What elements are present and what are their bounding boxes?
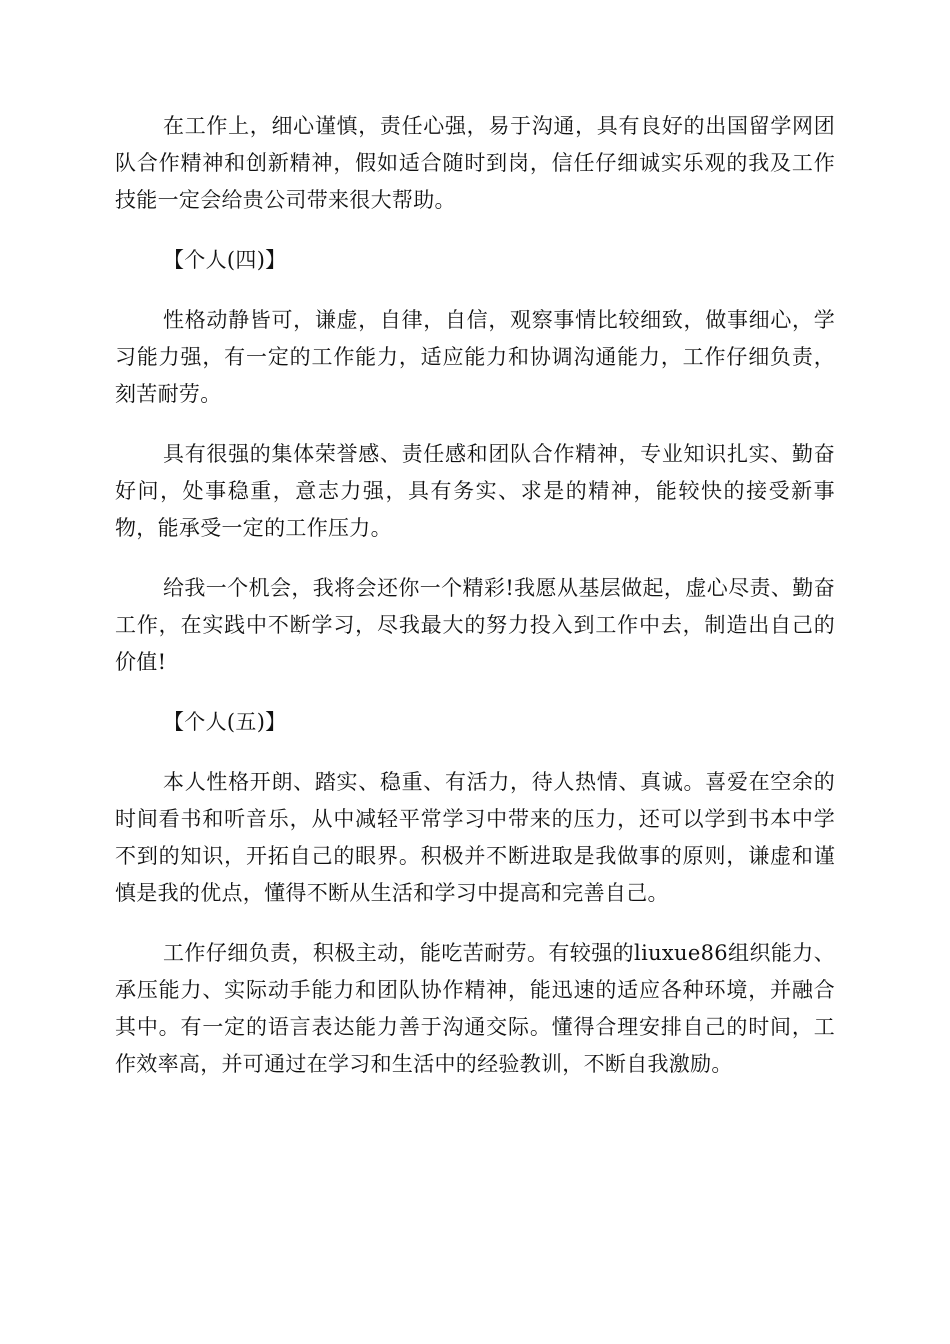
- paragraph-opportunity: 给我一个机会，我将会还你一个精彩!我愿从基层做起，虚心尽责、勤奋工作，在实践中不断学习，尽我最大的努力投入到工作中去，制造出自己的价值!: [115, 576, 835, 674]
- section-heading-personal-5: 【个人(五)】: [163, 710, 287, 734]
- paragraph-work-ethic: 工作仔细负责，积极主动，能吃苦耐劳。有较强的liuxue86组织能力、承压能力、实际动手能力和团队协作精神，能迅速的适应各种环境，并融合其中。有一定的语言表达能力善于沟通交际。懂得合理安排自己的时间，工作效率高，并可通过在学习和生活中的经验教训，不断自我激励。: [115, 941, 835, 1076]
- paragraph-personality: 性格动静皆可，谦虚，自律，自信，观察事情比较细致，做事细心，学习能力强，有一定的工作能力，适应能力和协调沟通能力，工作仔细负责，刻苦耐劳。: [115, 308, 835, 406]
- document-body: [115, 108, 835, 1106]
- paragraph-character: 本人性格开朗、踏实、稳重、有活力，待人热情、真诚。喜爱在空余的时间看书和听音乐，从中减轻平常学习中带来的压力，还可以学到书本中学不到的知识，开拓自己的眼界。积极并不断进取是我做事的原则，谦虚和谨慎是我的优点，懂得不断从生活和学习中提高和完善自己。: [115, 770, 835, 905]
- paragraph-work-attitude: 在工作上，细心谨慎，责任心强，易于沟通，具有良好的出国留学网团队合作精神和创新精神，假如适合随时到岗，信任仔细诚实乐观的我及工作技能一定会给贵公司带来很大帮助。: [115, 114, 835, 212]
- section-heading-personal-4: 【个人(四)】: [163, 248, 287, 272]
- paragraph-teamwork: 具有很强的集体荣誉感、责任感和团队合作精神，专业知识扎实、勤奋好问，处事稳重，意志力强，具有务实、求是的精神，能较快的接受新事物，能承受一定的工作压力。: [115, 442, 835, 540]
